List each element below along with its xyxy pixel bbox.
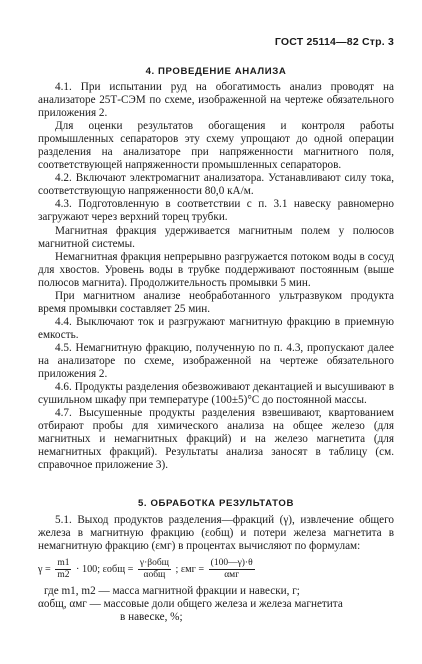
paragraph: При магнитном анализе необработанного ультразвуком продукта время промывки составляет 25 мин. — [38, 289, 394, 315]
paragraph: 4.4. Выключают ток и разгружают магнитную фракцию в приемную емкость. — [38, 315, 394, 341]
eps-mag-lhs: ; εмг = — [175, 563, 205, 575]
paragraph: 4.6. Продукты разделения обезвоживают декантацией и высушивают в сушильном шкафу при температуре (100±5)°C до постоянной массы. — [38, 381, 394, 407]
paragraph: 4.1. При испытании руд на обогатимость анализ проводят на анализаторе 25Т-СЭМ по схеме, изображенной на чертеже обязательного приложения 2. — [38, 81, 394, 120]
paragraph: Немагнитная фракция непрерывно разгружается потоком воды в сосуд для хвостов. Уровень воды в трубке поддерживают постоянным (выше полюсов магнита). Продолжительность промывки 5 мин. — [38, 250, 394, 289]
section-5-heading — [38, 498, 394, 509]
eps-mag-denominator: αмг — [224, 570, 240, 581]
where-line-2: αобщ, αмг — массовые доли общего железа и железа магнетита — [38, 598, 343, 611]
paragraph: 4.3. Подготовленную в соответствии с п. 3.1 навеску равномерно загружают через верхний торец трубки. — [38, 198, 394, 224]
paragraph: Для оценки результатов обогащения и контроля работы промышленных сепараторов эту схему упрощают до одной операции разделения на анализаторе при напряженности магнитного поля, соответствующей напряженности промышленных сепараторов. — [38, 120, 394, 172]
eps-mag-fraction — [209, 558, 255, 581]
where-line-1: где m1, m2 — масса магнитной фракции и навески, г; — [44, 585, 300, 598]
eps-total-fraction — [138, 558, 171, 581]
section-5-body — [38, 514, 394, 624]
where-line-3: в навеске, %; — [120, 611, 183, 624]
eps-mag-numerator: (100—γ)·θ — [210, 558, 253, 569]
formula-block — [38, 558, 394, 581]
gamma-fraction — [55, 558, 71, 581]
section-5-title: 5. ОБРАБОТКА РЕЗУЛЬТАТОВ — [138, 498, 294, 509]
eps-total-lhs: εобщ = — [102, 563, 134, 575]
paragraph: 4.5. Немагнитную фракцию, полученную по п. 4.3, пропускают далее на анализаторе по схеме, изображенной на чертеже обязательного приложения 2. — [38, 341, 394, 381]
paragraph: 4.7. Высушенные продукты разделения взвешивают, квартованием отбирают пробы для химического анализа на общее железо (для магнитных и немагнитных фракций) и на железо магнетита (для немагнитных фракций). Результаты анализа заносят в таблицу (см. справочное приложение 3). — [38, 407, 394, 472]
gamma-numerator: m1 — [57, 558, 70, 569]
paragraph: 4.2. Включают электромагнит анализатора. Устанавливают силу тока, соответствующую напряженности 80,0 кА/м. — [38, 172, 394, 198]
eps-total-denominator: αобщ — [143, 570, 166, 581]
section-4-body — [38, 81, 394, 472]
paragraph: 5.1. Выход продуктов разделения—фракций (γ), извлечение общего железа в магнитную фракцию (εобщ) и потери железа магнетита в немагнитную фракцию (εмг) в процентах вычисляют по формулам: — [38, 514, 394, 553]
section-4-title: 4. ПРОВЕДЕНИЕ АНАЛИЗА — [145, 66, 287, 77]
gamma-tail: · 100; — [76, 563, 101, 575]
gamma-denominator: m2 — [57, 570, 70, 581]
eps-total-numerator: γ·βобщ — [139, 558, 169, 569]
gamma-lhs: γ = — [38, 563, 51, 575]
paragraph: Магнитная фракция удерживается магнитным полем у полюсов магнитной системы. — [38, 224, 394, 250]
page-header: ГОСТ 25114—82 Стр. 3 — [274, 36, 394, 48]
section-4-heading — [38, 66, 394, 77]
